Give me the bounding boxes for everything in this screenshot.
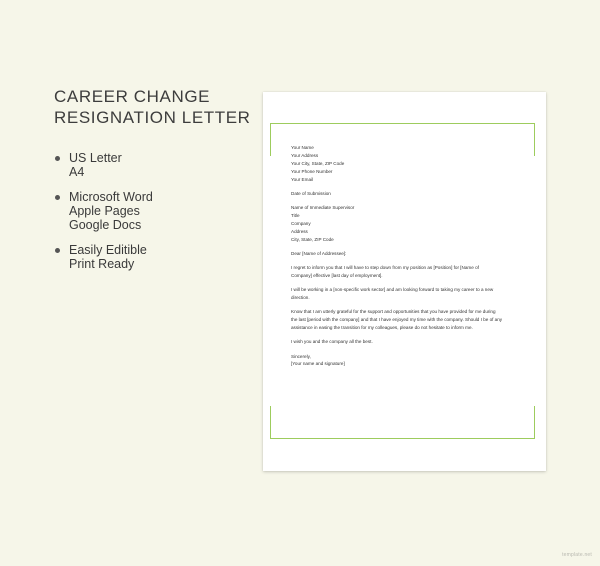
bullet-icon — [55, 156, 60, 161]
title-line-1: CAREER CHANGE — [54, 87, 211, 106]
feature-item: Apple Pages — [69, 204, 140, 218]
bullet-icon — [55, 195, 60, 200]
feature-apps — [54, 190, 153, 232]
paragraph-line: assistance in easing the transition for my colleagues, please do not hesitate to inform me. — [291, 325, 473, 331]
paragraph-3 — [291, 308, 516, 332]
sender-line: Your City, State, ZIP Code — [291, 160, 345, 166]
paragraph-line: Company] effective [last day of employment]. — [291, 272, 383, 278]
bullet-icon — [55, 248, 60, 253]
paragraph-4: I wish you and the company all the best. — [291, 339, 373, 345]
feature-list — [54, 151, 153, 282]
feature-item: US Letter — [69, 151, 122, 165]
sender-line: Your Email — [291, 176, 314, 182]
recipient-line: Address — [291, 228, 308, 234]
paragraph-1 — [291, 264, 516, 280]
recipient-line: City, State, ZIP Code — [291, 236, 334, 242]
feature-item: Print Ready — [69, 257, 135, 271]
paragraph-line: Know that I am utterly grateful for the support and opportunities that you have provided for me during — [291, 309, 496, 315]
frame-corner-bottom — [270, 406, 535, 439]
paragraph-line: the last [period with the company] and that I have enjoyed my time with the company. Should I be of any — [291, 317, 503, 323]
feature-item: Google Docs — [69, 218, 142, 232]
feature-item: Easily Editible — [69, 243, 147, 257]
recipient-block — [291, 204, 516, 244]
date-line: Date of Submission — [291, 190, 331, 196]
recipient-line: Title — [291, 212, 300, 218]
feature-item: Microsoft Word — [69, 190, 153, 204]
sender-line: Your Address — [291, 152, 319, 158]
closing: Sincerely, — [291, 353, 311, 359]
paragraph-line: direction. — [291, 295, 310, 301]
sender-line: Your Phone Number — [291, 168, 333, 174]
letter-body — [291, 144, 516, 368]
signature: [Your name and signature] — [291, 361, 345, 367]
sender-block — [291, 144, 516, 184]
watermark: template.net — [562, 552, 592, 558]
recipient-line: Name of Immediate Supervisor — [291, 205, 355, 211]
feature-item: A4 — [69, 165, 85, 179]
salutation: Dear [Name of Addressee]: — [291, 250, 347, 256]
title-line-2: RESIGNATION LETTER — [54, 108, 251, 127]
page-title — [54, 86, 251, 128]
sender-line: Your Name — [291, 145, 314, 150]
letter-preview — [263, 92, 546, 471]
paragraph-line: I will be working in a [non-specific work sector] and am looking forward to taking my career to a new — [291, 287, 494, 293]
recipient-line: Company — [291, 220, 311, 226]
feature-editing — [54, 243, 153, 271]
paragraph-line: I regret to inform you that I will have to step down from my position as [Position] for [Name of — [291, 265, 479, 271]
feature-formats — [54, 151, 153, 179]
paragraph-2 — [291, 286, 516, 302]
